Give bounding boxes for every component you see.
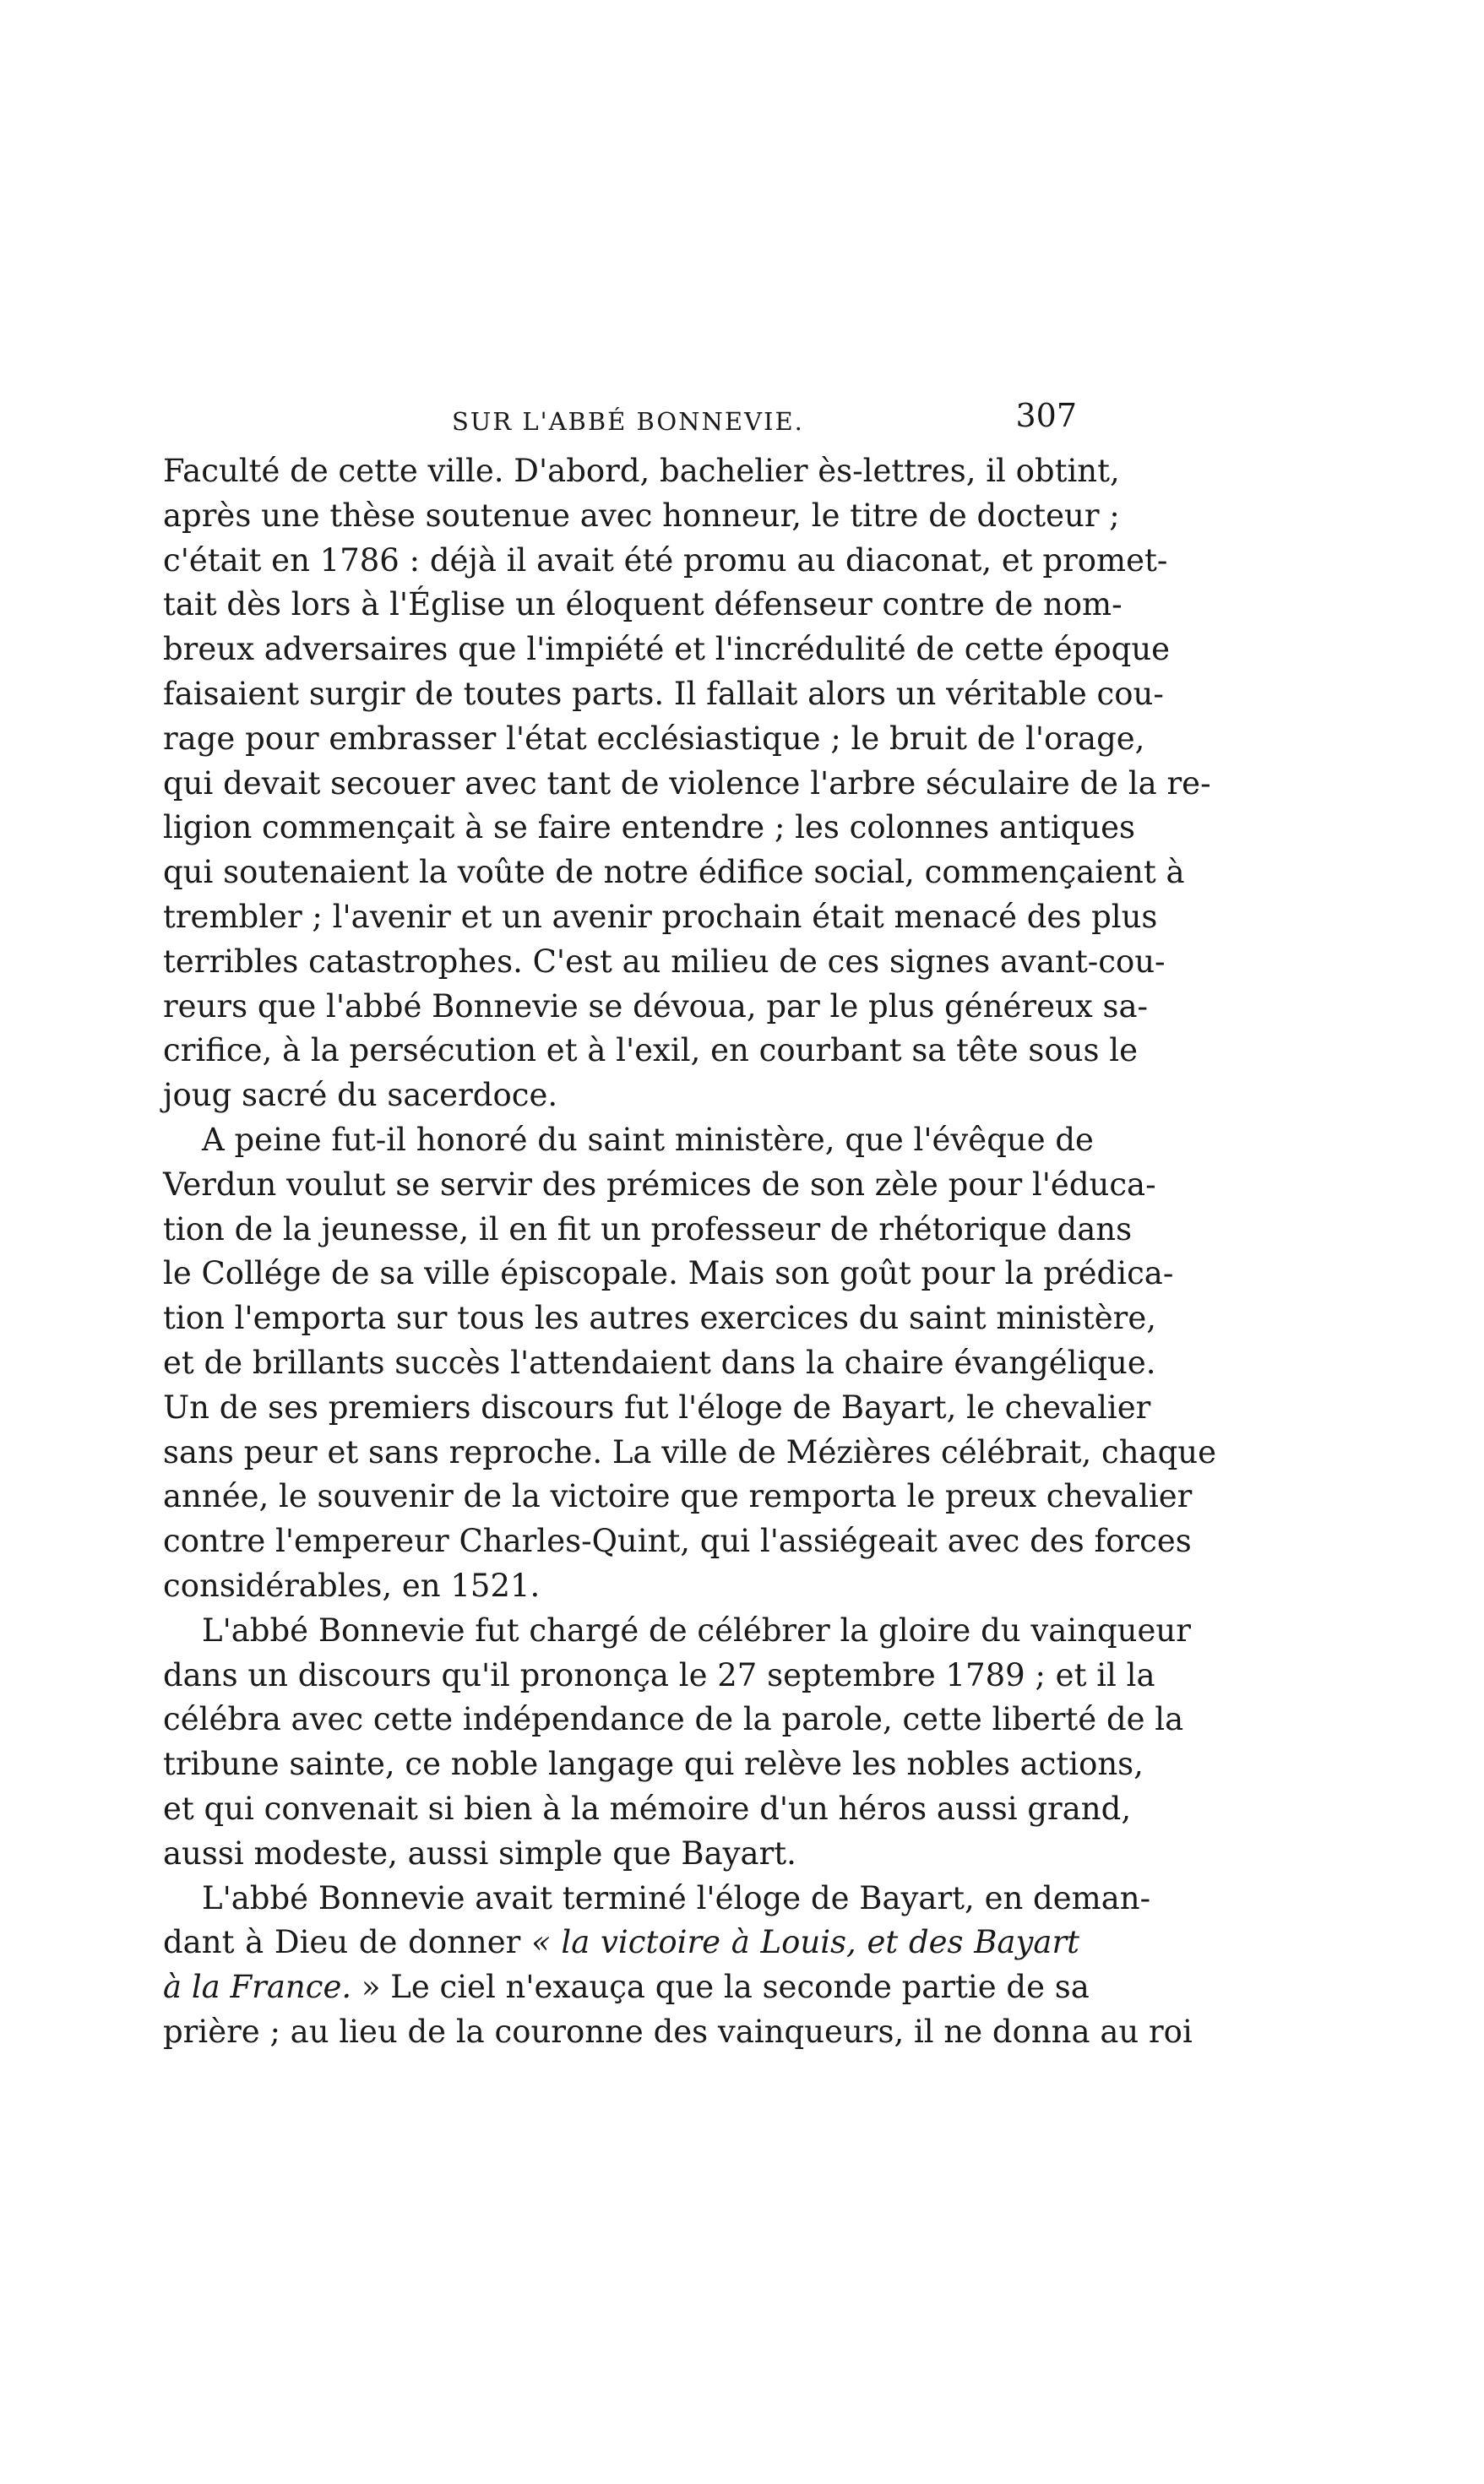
text-line-mixed	[163, 1965, 1090, 2010]
page-header	[165, 397, 1077, 448]
running-title: SUR L'ABBÉ BONNEVIE.	[452, 407, 804, 436]
page-number: 307	[1015, 397, 1077, 434]
text-line: Un de ses premiers discours fut l'éloge de Bayart, le chevalier	[163, 1389, 1151, 1426]
text-line: célébra avec cette indépendance de la parole, cette liberté de la	[163, 1701, 1184, 1738]
text-line: tion de la jeunesse, il en fit un professeur de rhétorique dans	[163, 1210, 1133, 1247]
text-line: A peine fut-il honoré du saint ministère, que l'évêque de	[202, 1121, 1094, 1158]
body-text	[163, 449, 1216, 2055]
text-line-mixed	[163, 1921, 1079, 1965]
text-line: qui devait secouer avec tant de violence l'arbre séculaire de la re-	[163, 764, 1211, 802]
text-line: L'abbé Bonnevie avait terminé l'éloge de Bayart, en deman-	[202, 1879, 1151, 1916]
text-line: Faculté de cette ville. D'abord, bachelier ès-lettres, il obtint,	[163, 453, 1120, 489]
text-line: et qui convenait si bien à la mémoire d'un héros aussi grand,	[163, 1790, 1132, 1827]
text-line: année, le souvenir de la victoire que remporta le preux chevalier	[163, 1478, 1193, 1515]
text-line: tribune sainte, ce noble langage qui relève les nobles actions,	[163, 1746, 1144, 1783]
text-line: terribles catastrophes. C'est au milieu de ces signes avant-cou-	[163, 943, 1166, 980]
text-line: le Collége de sa ville épiscopale. Mais son goût pour la prédica-	[163, 1255, 1174, 1292]
text-line: et de brillants succès l'attendaient dans la chaire évangélique.	[163, 1344, 1156, 1381]
text-line: tion l'emporta sur tous les autres exercices du saint ministère,	[163, 1300, 1157, 1337]
text-line: c'était en 1786 : déjà il avait été promu au diaconat, et promet-	[163, 541, 1168, 579]
text-line: aussi modeste, aussi simple que Bayart.	[163, 1834, 796, 1872]
text-line: contre l'empereur Charles-Quint, qui l'assiégeait avec des forces	[163, 1523, 1192, 1560]
text-line: crifice, à la persécution et à l'exil, en courbant sa tête sous le	[163, 1032, 1138, 1069]
text-line: faisaient surgir de toutes parts. Il fallait alors un véritable cou-	[163, 675, 1164, 712]
text-line: Verdun voulut se servir des prémices de son zèle pour l'éduca-	[163, 1166, 1156, 1203]
text-line: joug sacré du sacerdoce.	[163, 1077, 558, 1114]
text-line: considérables, en 1521.	[163, 1567, 541, 1604]
text-line: L'abbé Bonnevie fut chargé de célébrer la gloire du vainqueur	[202, 1612, 1191, 1649]
text-line: qui soutenaient la voûte de notre édifice social, commençaient à	[163, 854, 1185, 891]
text-fragment: dant à Dieu de donner	[163, 1924, 521, 1961]
text-line: rage pour embrasser l'état ecclésiastique ; le bruit de l'orage,	[163, 720, 1145, 757]
text-line: dans un discours qu'il prononça le 27 septembre 1789 ; et il la	[163, 1656, 1155, 1693]
text-fragment: » Le ciel n'exauça que la seconde partie de sa	[361, 1969, 1090, 2006]
text-line: reurs que l'abbé Bonnevie se dévoua, par le plus généreux sa-	[163, 987, 1149, 1025]
text-line: trembler ; l'avenir et un avenir prochain était menacé des plus	[163, 898, 1158, 935]
italic-quote: « la victoire à Louis, et des Bayart	[531, 1924, 1080, 1961]
text-line: tait dès lors à l'Église un éloquent défenseur contre de nom-	[163, 586, 1123, 623]
text-line: ligion commençait à se faire entendre ; les colonnes antiques	[163, 809, 1136, 846]
italic-quote: à la France.	[163, 1969, 352, 2006]
text-line: breux adversaires que l'impiété et l'incrédulité de cette époque	[163, 631, 1171, 668]
text-line: sans peur et sans reproche. La ville de Mézières célébrait, chaque	[163, 1433, 1216, 1470]
text-line: prière ; au lieu de la couronne des vainqueurs, il ne donna au roi	[163, 2013, 1193, 2050]
text-line: après une thèse soutenue avec honneur, le titre de docteur ;	[163, 497, 1120, 534]
